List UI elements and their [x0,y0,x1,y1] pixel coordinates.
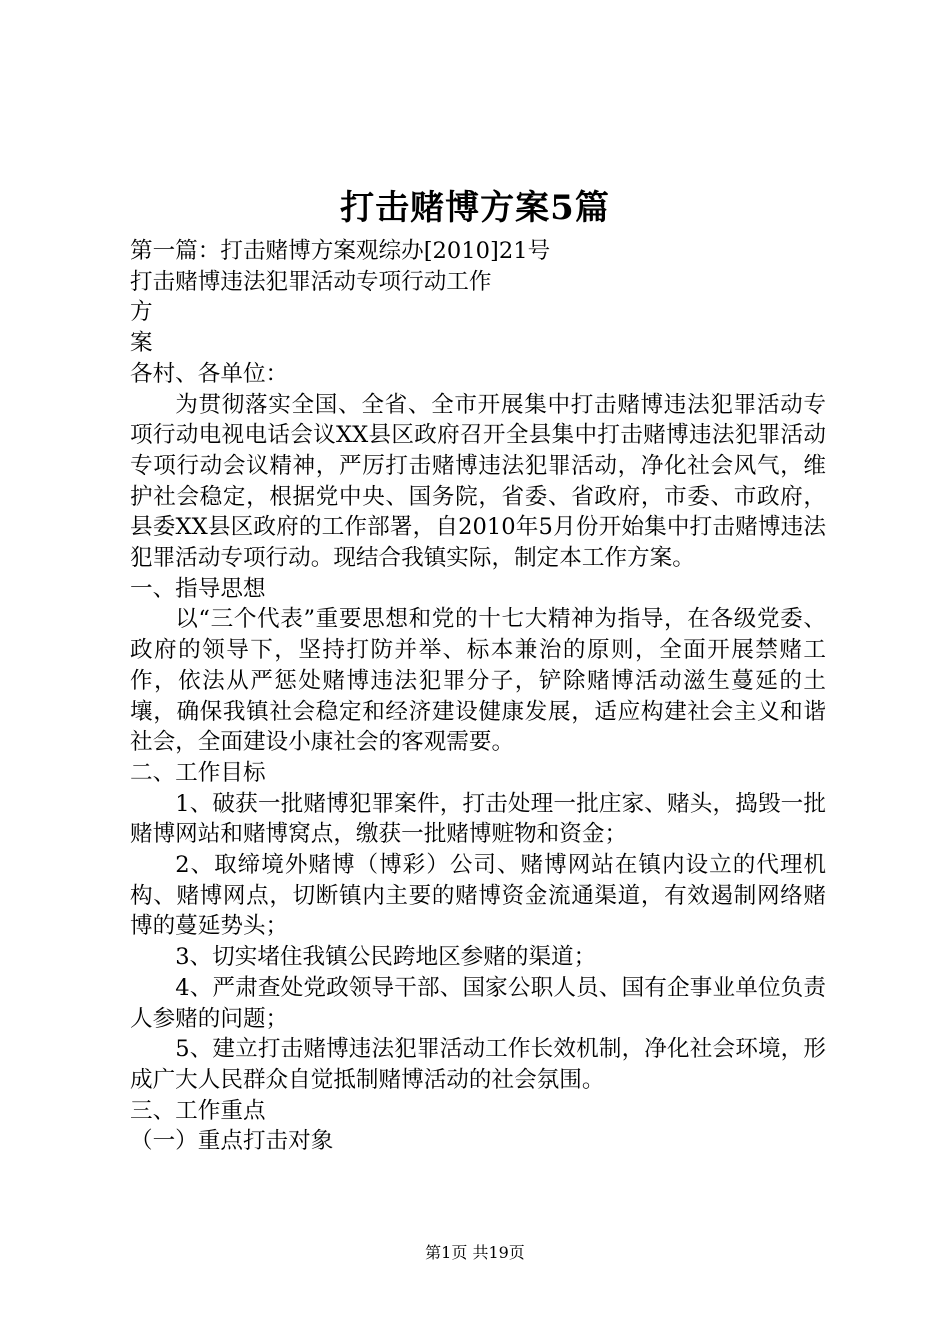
paragraph: 各村、各单位： [130,360,289,387]
paragraph: 4、严肃查处党政领导干部、国家公职人员、国有企事业单位负责人参赌的问题； [130,974,826,1032]
paragraph: 方 [130,299,153,326]
paragraph: 第一篇：打击赌博方案观综办[2010]21号 [130,238,551,264]
paragraph: 一、指导思想 [130,575,266,602]
document-body [130,236,826,1157]
paragraph: 二、工作目标 [130,759,266,786]
paragraph: 打击赌博违法犯罪活动专项行动工作 [130,268,492,295]
paragraph: 案 [130,330,153,357]
paragraph: 3、切实堵住我镇公民跨地区参赌的渠道； [175,944,597,971]
document-title: 打击赌博方案5篇 [340,188,610,228]
paragraph: 2、取缔境外赌博（博彩）公司、赌博网站在镇内设立的代理机构、赌博网点，切断镇内主要的赌博资金流通渠道，有效遏制网络赌博的蔓延势头； [130,852,826,940]
paragraph: 为贯彻落实全国、全省、全市开展集中打击赌博违法犯罪活动专项行动电视电话会议XX县区政府召开全县集中打击赌博违法犯罪活动专项行动会议精神，严厉打击赌博违法犯罪活动，净化社会风气，维护社会稳定，根据党中央、国务院，省委、省政府，市委、市政府，县委XX县区政府的工作部署，自2010年5月份开始集中打击赌博违法犯罪活动专项行动。现结合我镇实际，制定本工作方案。 [130,391,826,572]
paragraph: 1、破获一批赌博犯罪案件，打击处理一批庄家、赌头，捣毁一批赌博网站和赌博窝点，缴获一批赌博赃物和资金； [130,790,826,848]
paragraph: （一）重点打击对象 [130,1128,334,1155]
paragraph: 5、建立打击赌博违法犯罪活动工作长效机制，净化社会环境，形成广大人民群众自觉抵制赌博活动的社会氛围。 [130,1036,826,1093]
paragraph: 三、工作重点 [130,1097,266,1124]
page-footer: 第1页 共19页 [425,1243,525,1262]
paragraph: 以“三个代表”重要思想和党的十七大精神为指导，在各级党委、政府的领导下，坚持打防并举、标本兼治的原则，全面开展禁赌工作，依法从严惩处赌博违法犯罪分子，铲除赌博活动滋生蔓延的土壤，确保我镇社会稳定和经济建设健康发展，适应构建社会主义和谐社会，全面建设小康社会的客观需要。 [130,606,826,756]
